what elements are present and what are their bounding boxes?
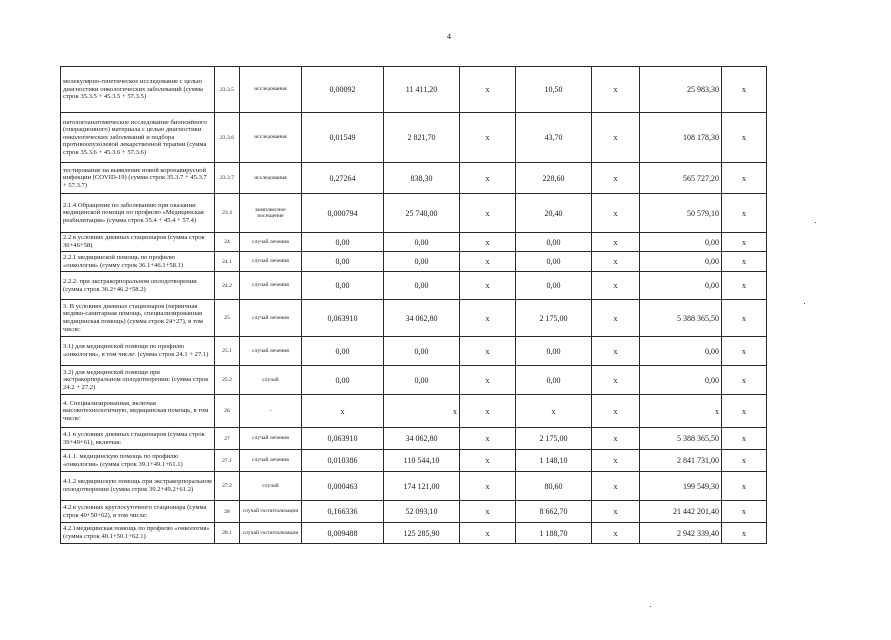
row-name: 4.1.2 медицинскую помощь при экстракорпоральном оплодотворении (сумма строк 39.2+49.2+61.2) (61, 472, 215, 501)
cell-x: x (722, 337, 767, 366)
cell-cost: 0,00 (384, 272, 460, 300)
cell-cost: 0,00 (384, 233, 460, 252)
cell-cost: 0,00 (384, 252, 460, 272)
table-row (61, 472, 767, 501)
cell-cost: 52 093,10 (384, 501, 460, 523)
cell-x: x (722, 472, 767, 501)
cell-x: x (722, 272, 767, 300)
table-row (61, 523, 767, 544)
row-unit: случай госпитализации (240, 501, 302, 523)
cell-total: 108 178,30 (640, 113, 722, 163)
cell-norm: 0,00 (302, 337, 384, 366)
cell-cost: 125 285,90 (384, 523, 460, 544)
cell-per-capita: 2 175,00 (516, 300, 592, 337)
cell-x: x (592, 300, 640, 337)
cell-x: x (722, 450, 767, 472)
cell-per-capita: 0,00 (516, 366, 592, 395)
row-unit: - (240, 395, 302, 428)
cell-x: x (592, 113, 640, 163)
row-code: 25 (215, 300, 240, 337)
cell-norm: 0,00 (302, 366, 384, 395)
cell-x: x (722, 523, 767, 544)
cell-norm: 0,00 (302, 272, 384, 300)
cell-per-capita: 10,50 (516, 67, 592, 113)
cell-norm: 0,166336 (302, 501, 384, 523)
cell-x: x (722, 113, 767, 163)
scan-speck (804, 303, 805, 304)
cell-total: 0,00 (640, 233, 722, 252)
cell-x: x (460, 395, 516, 428)
cell-x: x (460, 67, 516, 113)
cell-norm: 0,00 (302, 233, 384, 252)
table-row (61, 67, 767, 113)
cell-x: x (592, 252, 640, 272)
row-name: тестирование на выявление новой коронавирусной инфекции (COVID-19) (сумма строк 35.3.7 + 45.3.7 + 57.3.7) (61, 163, 215, 194)
cell-norm: 0,000794 (302, 194, 384, 233)
cell-x: x (722, 252, 767, 272)
cell-cost: 34 062,80 (384, 428, 460, 450)
cell-cost: 2 821,70 (384, 113, 460, 163)
row-unit: случай лечения (240, 428, 302, 450)
row-code: 24.1 (215, 252, 240, 272)
cell-x: x (722, 300, 767, 337)
table-row (61, 194, 767, 233)
page-number: 4 (447, 32, 451, 41)
row-unit: случай госпитализации (240, 523, 302, 544)
row-code: 27.1 (215, 450, 240, 472)
cell-norm: 0,063910 (302, 300, 384, 337)
table-row (61, 252, 767, 272)
cell-per-capita: 2 175,00 (516, 428, 592, 450)
row-unit: случай лечения (240, 252, 302, 272)
cell-x: x (722, 366, 767, 395)
row-name: 4.2.1медицинская помощь по профилю «онкология» (сумма строк 40.1+50.1+62.1) (61, 523, 215, 544)
cell-total: 21 442 201,40 (640, 501, 722, 523)
row-code: 24.2 (215, 272, 240, 300)
cell-x: x (460, 501, 516, 523)
row-unit: случай лечения (240, 272, 302, 300)
cell-x: x (460, 194, 516, 233)
row-name: 2.2.1 медицинской помощь по профилю «онкология» (сумму строк 36.1+46.1+58.1) (61, 252, 215, 272)
cell-cost: 174 121,00 (384, 472, 460, 501)
row-name: 3.1) для медицинской помощи по профилю «онкология», в том числе: (сумма строк 24.1 + 27.1) (61, 337, 215, 366)
cell-x: x (460, 113, 516, 163)
row-unit: комплексное посещение (240, 194, 302, 233)
cell-norm: 0,010386 (302, 450, 384, 472)
cell-norm: 0,00 (302, 252, 384, 272)
row-name: 4. Специализированная, включая высокотехнологичную, медицинская помощь, в том числе: (61, 395, 215, 428)
row-code: 28 (215, 501, 240, 523)
table-row (61, 395, 767, 428)
cell-cost: x (384, 395, 460, 428)
cell-per-capita: 8 662,70 (516, 501, 592, 523)
cell-per-capita: 1 148,10 (516, 450, 592, 472)
cell-x: x (722, 428, 767, 450)
cell-per-capita: 0,00 (516, 233, 592, 252)
row-code: 23.4 (215, 194, 240, 233)
row-name: 4.2 в условиях круглосуточного стационара (сумма строк 40+50+62), в том числе: (61, 501, 215, 523)
cell-x: x (722, 194, 767, 233)
cell-x: x (460, 366, 516, 395)
row-unit: исследования (240, 113, 302, 163)
table-row (61, 272, 767, 300)
row-code: 26 (215, 395, 240, 428)
cell-x: x (592, 272, 640, 300)
row-code: 23.3.7 (215, 163, 240, 194)
row-unit: случай (240, 472, 302, 501)
cell-x: x (460, 272, 516, 300)
table-row (61, 366, 767, 395)
cell-per-capita: 0,00 (516, 272, 592, 300)
cell-norm: 0,01549 (302, 113, 384, 163)
row-unit: случай лечения (240, 450, 302, 472)
cell-x: x (460, 163, 516, 194)
cell-x: x (722, 395, 767, 428)
row-name: 3.2) для медицинской помощи при экстракорпоральном оплодотворении: (сумма строк 24.2 + 27.2) (61, 366, 215, 395)
cell-x: x (722, 501, 767, 523)
cell-cost: 0,00 (384, 337, 460, 366)
cell-x: x (460, 252, 516, 272)
cell-norm: 0,27264 (302, 163, 384, 194)
table-row (61, 501, 767, 523)
row-code: 23.3.6 (215, 113, 240, 163)
cell-x: x (460, 300, 516, 337)
cell-total: 199 549,30 (640, 472, 722, 501)
cell-total: 5 388 365,50 (640, 300, 722, 337)
cell-per-capita: 1 188,70 (516, 523, 592, 544)
row-code: 27.2 (215, 472, 240, 501)
cell-x: x (592, 501, 640, 523)
row-code: 23.3.5 (215, 67, 240, 113)
cell-per-capita: x (516, 395, 592, 428)
cell-cost: 25 740,00 (384, 194, 460, 233)
row-name: 3. В условиях дневных стационаров (первичная медико-санитарная помощь, специализированная медицинская помощь) (сумма строк 24+27), в том числе: (61, 300, 215, 337)
table-row (61, 450, 767, 472)
cell-x: x (460, 233, 516, 252)
table-row (61, 233, 767, 252)
cell-norm: x (302, 395, 384, 428)
table-row (61, 428, 767, 450)
cell-x: x (722, 67, 767, 113)
cell-x: x (592, 337, 640, 366)
cell-x: x (722, 163, 767, 194)
cell-cost: 110 544,10 (384, 450, 460, 472)
cell-x: x (592, 194, 640, 233)
cell-x: x (460, 450, 516, 472)
cell-x: x (592, 472, 640, 501)
row-name: 4.1 в условиях дневных стационаров (сумма строк 39+49+61), включая: (61, 428, 215, 450)
cell-x: x (592, 163, 640, 194)
cell-x: x (592, 450, 640, 472)
scan-speck (650, 606, 651, 607)
cell-x: x (592, 233, 640, 252)
cell-total: 25 983,30 (640, 67, 722, 113)
row-name: молекулярно-генетическое исследование с целью диагностики онкологических заболеваний (сумма строк 35.3.5 + 45.3.5 + 57.3.5) (61, 67, 215, 113)
row-name: 4.1.1. медицинскую помощь по профилю «онкология» (сумма строк 39.1+49.1+61.1) (61, 450, 215, 472)
cell-per-capita: 228,60 (516, 163, 592, 194)
cell-cost: 0,00 (384, 366, 460, 395)
row-code: 25.1 (215, 337, 240, 366)
cell-total: x (640, 395, 722, 428)
cell-norm: 0,009488 (302, 523, 384, 544)
row-name: патологоанатомическое исследование биопсийного (операционного) материала с целью диагностики онкологических заболеваний и подбора противоопухолевой лекарственной терапии (сумма строк 35.3.6 + 45.3.6 + 57.3.6) (61, 113, 215, 163)
row-unit: случай (240, 366, 302, 395)
cell-x: x (592, 395, 640, 428)
cell-x: x (722, 233, 767, 252)
cell-cost: 11 411,20 (384, 67, 460, 113)
cell-x: x (460, 337, 516, 366)
cell-total: 2 841 731,00 (640, 450, 722, 472)
row-unit: случай лечения (240, 300, 302, 337)
scan-speck (815, 222, 816, 223)
cell-per-capita: 43,70 (516, 113, 592, 163)
cell-total: 565 727,20 (640, 163, 722, 194)
row-unit: случай лечения (240, 337, 302, 366)
row-code: 27 (215, 428, 240, 450)
cell-per-capita: 20,40 (516, 194, 592, 233)
cell-per-capita: 0,00 (516, 252, 592, 272)
cell-per-capita: 0,00 (516, 337, 592, 366)
row-name: 2.2 в условиях дневных стационаров (сумма строк 36+46+58) (61, 233, 215, 252)
cell-total: 5 388 365,50 (640, 428, 722, 450)
cell-x: x (592, 523, 640, 544)
table-row (61, 337, 767, 366)
table-row (61, 163, 767, 194)
cell-total: 0,00 (640, 272, 722, 300)
cell-total: 0,00 (640, 337, 722, 366)
cell-x: x (460, 472, 516, 501)
cell-total: 50 579,10 (640, 194, 722, 233)
cell-x: x (592, 428, 640, 450)
cell-x: x (592, 67, 640, 113)
row-unit: исследования (240, 67, 302, 113)
row-unit: случай лечения (240, 233, 302, 252)
row-name: 2.1.4 Обращение по заболеванию при оказании медицинской помощи по профилю «Медицинская реабилитация» (сумма строк 35.4 + 45.4 + 57.4) (61, 194, 215, 233)
table-row (61, 300, 767, 337)
cell-total: 0,00 (640, 252, 722, 272)
cell-norm: 0,00092 (302, 67, 384, 113)
cell-cost: 34 062,80 (384, 300, 460, 337)
cell-x: x (460, 428, 516, 450)
cell-x: x (460, 523, 516, 544)
row-code: 28.1 (215, 523, 240, 544)
row-code: 24 (215, 233, 240, 252)
row-unit: исследования (240, 163, 302, 194)
cell-cost: 838,30 (384, 163, 460, 194)
cell-x: x (592, 366, 640, 395)
table-row (61, 113, 767, 163)
cell-total: 0,00 (640, 366, 722, 395)
cell-norm: 0,000463 (302, 472, 384, 501)
tariff-table (60, 66, 767, 544)
cell-per-capita: 80,60 (516, 472, 592, 501)
cell-norm: 0,063910 (302, 428, 384, 450)
cell-total: 2 942 339,40 (640, 523, 722, 544)
row-code: 25.2 (215, 366, 240, 395)
row-name: 2.2.2. при экстракорпоральном оплодотворении (сумма строк 36.2+46.2+58.2) (61, 272, 215, 300)
